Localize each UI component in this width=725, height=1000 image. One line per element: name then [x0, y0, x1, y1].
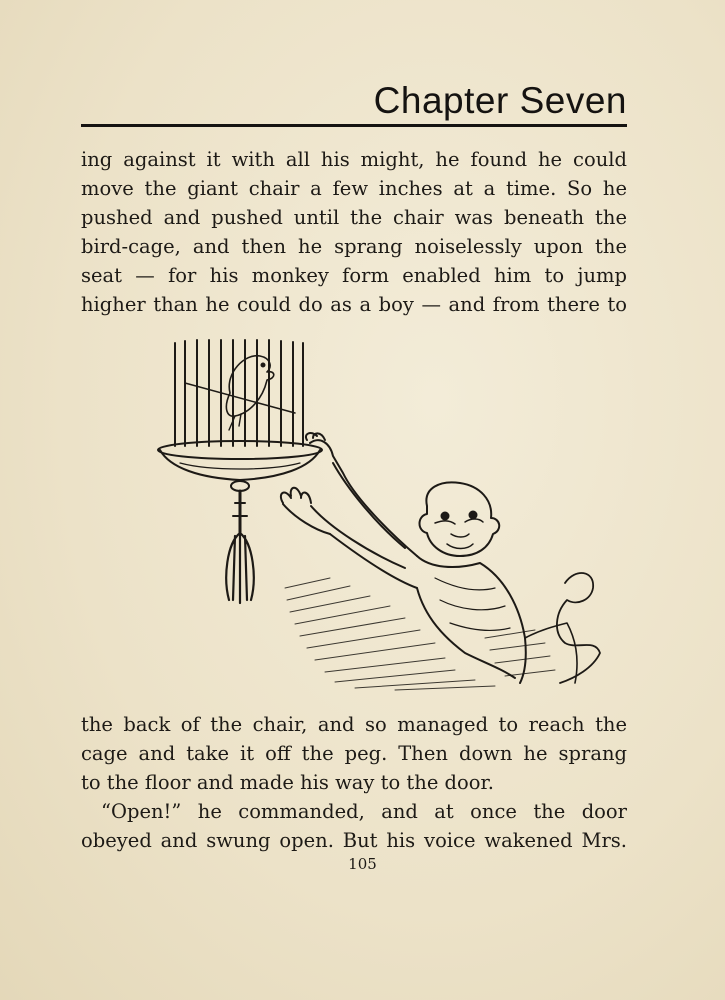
text-line: the back of the chair, and so managed to reach the [81, 713, 627, 736]
text-line: bird-cage, and then he sprang noiselessly upon the [81, 235, 627, 258]
text-line: ing against it with all his might, he found he could [81, 148, 627, 171]
text-line: move the giant chair a few inches at a time. So he [81, 177, 627, 200]
cage-base [158, 441, 322, 603]
text-line: obeyed and swung open. But his voice wakened Mrs. [81, 829, 627, 852]
text-line: to the floor and made his way to the door. [81, 771, 494, 794]
chapter-title: Chapter Seven [373, 80, 627, 121]
text-line: higher than he could do as a boy — and from there to [81, 293, 627, 316]
title-rule [81, 124, 627, 127]
text-line: pushed and pushed until the chair was beneath the [81, 206, 627, 229]
page-number: 105 [348, 855, 377, 873]
text-line: seat — for his monkey form enabled him to jump [81, 264, 627, 287]
monkey-birdcage-illustration [155, 338, 615, 693]
body-text-bottom [81, 710, 627, 855]
body-text-top [81, 145, 627, 319]
birdcage [175, 340, 303, 446]
text-line: “Open!” he commanded, and at once the door [101, 800, 627, 823]
monkey [281, 433, 600, 683]
text-line: cage and take it off the peg. Then down he sprang [81, 742, 627, 765]
